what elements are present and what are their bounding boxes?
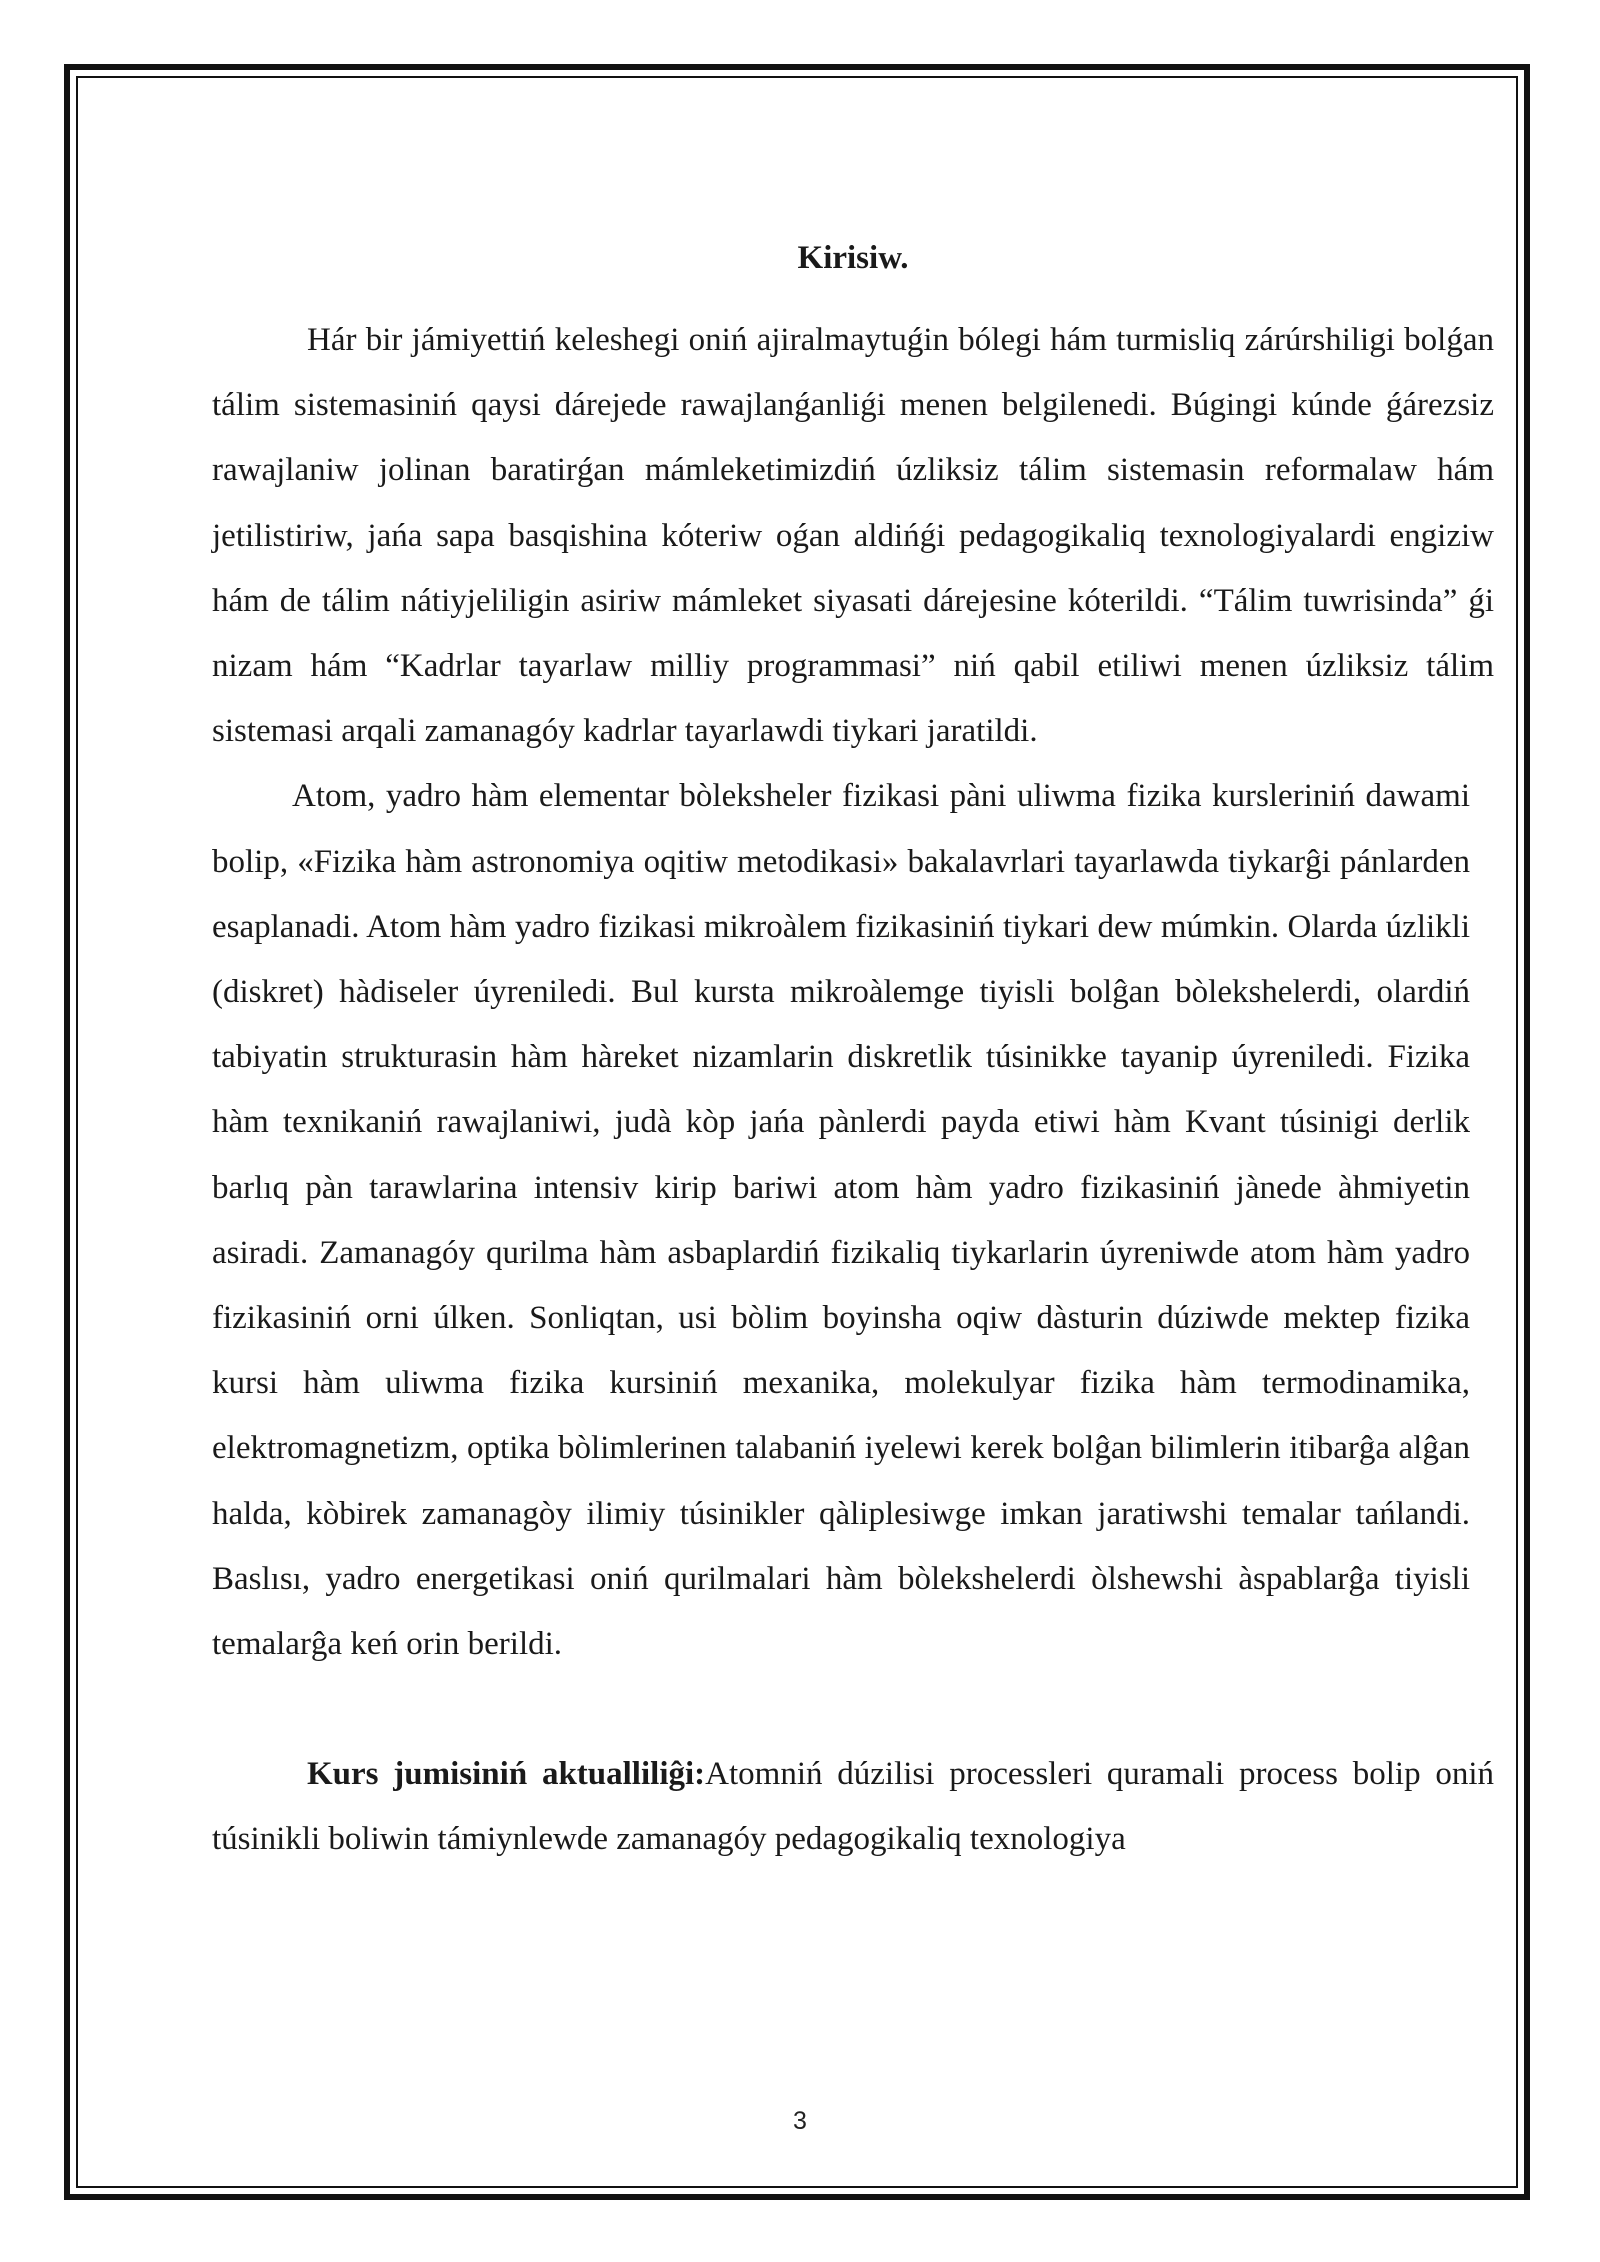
document-body [212, 238, 1494, 1873]
page-number: 3 [793, 2107, 807, 2135]
relevance-text: Atomniń dúzilisi processleri quramali process bolip oniń túsinikli boliwin támiynlewde zamanagóy pedagogikaliq texnologiya [212, 1756, 1495, 1858]
paragraph-atom-physics: Atom, yadro hàm elementar bòleksheler fizikasi pàni uliwma fizika kursleriniń dawami bolip, «Fizika hàm astronomiya oqitiw metodikasi» bakalavrlari tayarlawda tiykarĝi pánlarden esaplanadi. Atom hàm yadro fizikasi mikroàlem fizikasiniń tiykari dew múmkin. Olarda úzlikli (diskret) hàdiseler úyreniledi. Bul kursta mikroàlemge tiyisli bolĝan bòlekshelerdi, olardiń tabiyatin strukturasin hàm hàreket nizamlarin diskretlik túsinikke tayanip úyreniledi. Fizika hàm texnikaniń rawajlaniwi, judà kòp jańa pànlerdi payda etiwi hàm Kvant túsinigi derlik barlıq pàn tarawlarina intensiv kirip bariwi atom hàm yadro fizikasiniń jànede àhmiyetin asiradi. Zamanagóy qurilma hàm asbaplardiń fizikaliq tiykarlarin úyreniwde atom hàm yadro fizikasiniń orni úlken. Sonliqtan, usi bòlim boyinsha oqiw dàsturin dúziwde mektep fizika kursi hàm uliwma fizika kursiniń mexanika, molekulyar fizika hàm termodinamika, elektromagnetizm, optika bòlimlerinen talabaniń iyelewi kerek bolĝan bilimlerin itibarĝa alĝan halda, kòbirek zamanagòy ilimiy túsinikler qàliplesiwge imkan jaratiwshi temalar tańlandi. Baslısı, yadro energetikasi oniń qurilmalari hàm bòlekshelerdi òlshewshi àspablarĝa tiyisli temalarĝa keń orin berildi. [212, 778, 1470, 1663]
relevance-heading: Kurs jumisiniń aktualliliĝi: [307, 1756, 706, 1793]
document-title: Kirisiw. [797, 240, 909, 276]
paragraph-relevance [212, 1742, 1494, 1872]
paragraph-intro: Hár bir jámiyettiń keleshegi oniń ajiralmaytuǵin bólegi hám turmisliq zárúrshiligi bolǵan tálim sistemasiniń qaysi dárejede rawajlanǵanliǵi menen belgilenedi. Búgingi kúnde ǵárezsiz rawajlaniw jolinan baratirǵan mámleketimizdiń úzliksiz tálim sistemasin reformalaw hám jetilistiriw, jańa sapa basqishina kóteriw oǵan aldińǵi pedagogikaliq texnologiyalardi engiziw hám de tálim nátiyjeliligin asiriw mámleket siyasati dárejesine kóterildi. “Tálim tuwrisinda” ǵi nizam hám “Kadrlar tayarlaw milliy programmasi” niń qabil etiliwi menen úzliksiz tálim sistemasi arqali zamanagóy kadrlar tayarlawdi tiykari jaratildi. [212, 322, 1494, 750]
